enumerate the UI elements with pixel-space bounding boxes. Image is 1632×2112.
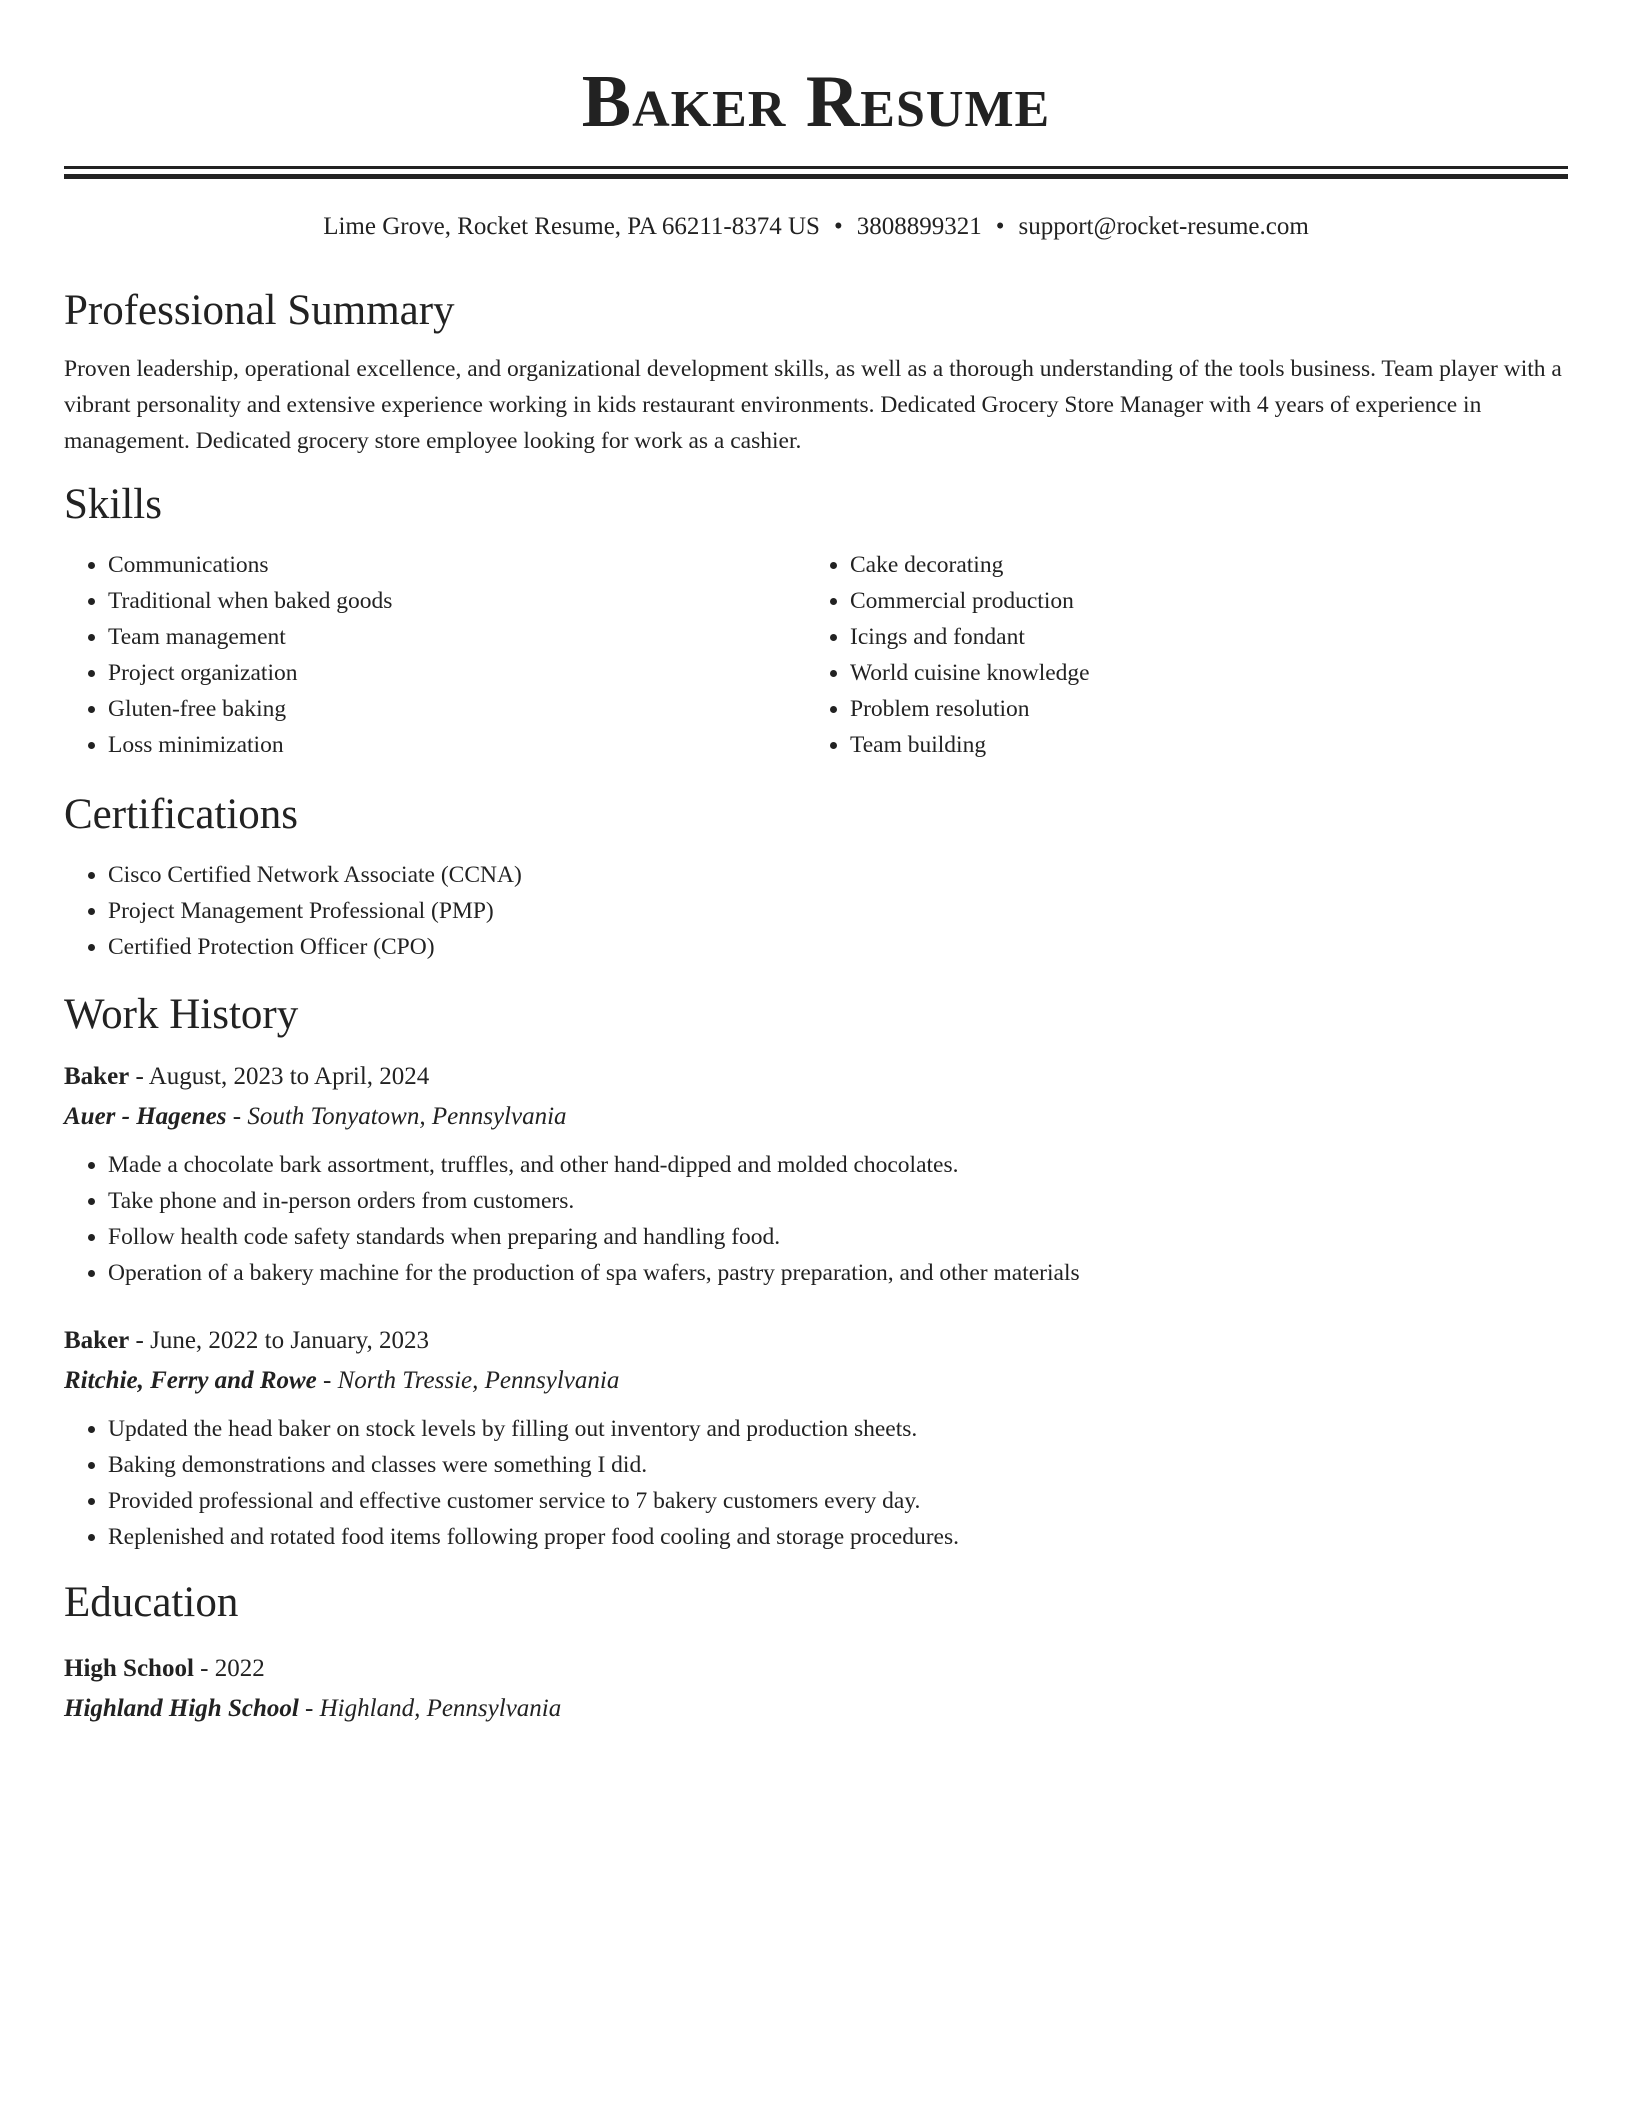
job-title-line bbox=[64, 1059, 1568, 1095]
contact-separator: • bbox=[833, 213, 843, 240]
job-title: Baker bbox=[64, 1063, 130, 1090]
skill-item: • Team management bbox=[108, 619, 806, 655]
job-entry bbox=[64, 1323, 1568, 1555]
skills-column-right bbox=[806, 547, 1548, 763]
job-duty: • Follow health code safety standards when preparing and handling food. bbox=[108, 1219, 1568, 1255]
skill-item: • Problem resolution bbox=[850, 691, 1548, 727]
certification-item: • Certified Protection Officer (CPO) bbox=[108, 929, 1568, 965]
job-duty: • Made a chocolate bark assortment, truffles, and other hand-dipped and molded chocolates. bbox=[108, 1147, 1568, 1183]
job-location: - South Tonyatown, Pennsylvania bbox=[226, 1103, 567, 1130]
job-company: Auer - Hagenes bbox=[64, 1103, 227, 1130]
job-duty: • Updated the head baker on stock levels by filling out inventory and production sheets. bbox=[108, 1411, 1568, 1447]
resume-page bbox=[64, 0, 1568, 1727]
job-entry bbox=[64, 1059, 1568, 1291]
resume-title: Baker Resume bbox=[581, 61, 1051, 143]
skill-item: • Commercial production bbox=[850, 583, 1548, 619]
job-title-line bbox=[64, 1323, 1568, 1359]
education-year: - 2022 bbox=[193, 1655, 265, 1682]
contact-phone: 3808899321 bbox=[856, 213, 982, 240]
skill-item: • Loss minimization bbox=[108, 727, 806, 763]
job-duties-list bbox=[64, 1411, 1568, 1555]
job-title: Baker bbox=[64, 1327, 130, 1354]
skills-heading: Skills bbox=[64, 481, 162, 528]
contact-line bbox=[64, 211, 1568, 243]
job-company: Ritchie, Ferry and Rowe bbox=[64, 1367, 317, 1394]
certifications-list bbox=[64, 857, 1568, 965]
contact-email: support@rocket-resume.com bbox=[1018, 213, 1309, 240]
job-duty: • Baking demonstrations and classes were something I did. bbox=[108, 1447, 1568, 1483]
skills-column-left bbox=[64, 547, 806, 763]
certification-item: • Cisco Certified Network Associate (CCNA) bbox=[108, 857, 1568, 893]
title-rule-thin bbox=[64, 166, 1568, 169]
job-company-line bbox=[64, 1363, 1568, 1399]
skill-item: • Team building bbox=[850, 727, 1548, 763]
contact-separator: • bbox=[995, 213, 1005, 240]
skill-item: • Communications bbox=[108, 547, 806, 583]
skill-item: • World cuisine knowledge bbox=[850, 655, 1548, 691]
job-duty: • Take phone and in-person orders from customers. bbox=[108, 1183, 1568, 1219]
contact-address: Lime Grove, Rocket Resume, PA 66211-8374 US bbox=[323, 213, 820, 240]
summary-heading: Professional Summary bbox=[64, 287, 455, 334]
job-dates: - August, 2023 to April, 2024 bbox=[129, 1063, 430, 1090]
education-school: Highland High School bbox=[64, 1695, 299, 1722]
skills-list-left bbox=[64, 547, 806, 763]
education-heading: Education bbox=[64, 1579, 239, 1626]
skills-grid bbox=[64, 547, 1568, 763]
education-degree: High School bbox=[64, 1655, 194, 1682]
job-duty: • Replenished and rotated food items following proper food cooling and storage procedures. bbox=[108, 1519, 1568, 1555]
skills-list-right bbox=[806, 547, 1548, 763]
job-company-line bbox=[64, 1099, 1568, 1135]
job-location: - North Tressie, Pennsylvania bbox=[316, 1367, 620, 1394]
summary-text: Proven leadership, operational excellence, and organizational development skills, as well as a thorough understanding of the tools business. Team player with a vibrant personality and extensive experience working in kids restaurant environments. Dedicated Grocery Store Manager with 4 years of experience in management. Dedicated grocery store employee looking for work as a cashier. bbox=[64, 356, 1562, 454]
skill-item: • Traditional when baked goods bbox=[108, 583, 806, 619]
title-rule-thick bbox=[64, 174, 1568, 179]
skill-item: • Project organization bbox=[108, 655, 806, 691]
certifications-heading: Certifications bbox=[64, 791, 299, 838]
skill-item: • Icings and fondant bbox=[850, 619, 1548, 655]
certification-item: • Project Management Professional (PMP) bbox=[108, 893, 1568, 929]
education-location: - Highland, Pennsylvania bbox=[298, 1695, 562, 1722]
job-duty: • Operation of a bakery machine for the production of spa wafers, pastry preparation, and other materials bbox=[108, 1255, 1568, 1291]
education-degree-line bbox=[64, 1651, 1568, 1687]
job-spacer bbox=[64, 1291, 1568, 1323]
job-duty: • Provided professional and effective customer service to 7 bakery customers every day. bbox=[108, 1483, 1568, 1519]
skill-item: • Cake decorating bbox=[850, 547, 1548, 583]
job-duties-list bbox=[64, 1147, 1568, 1291]
job-dates: - June, 2022 to January, 2023 bbox=[129, 1327, 430, 1354]
education-school-line bbox=[64, 1691, 1568, 1727]
skill-item: • Gluten-free baking bbox=[108, 691, 806, 727]
work-history-heading: Work History bbox=[64, 991, 299, 1038]
